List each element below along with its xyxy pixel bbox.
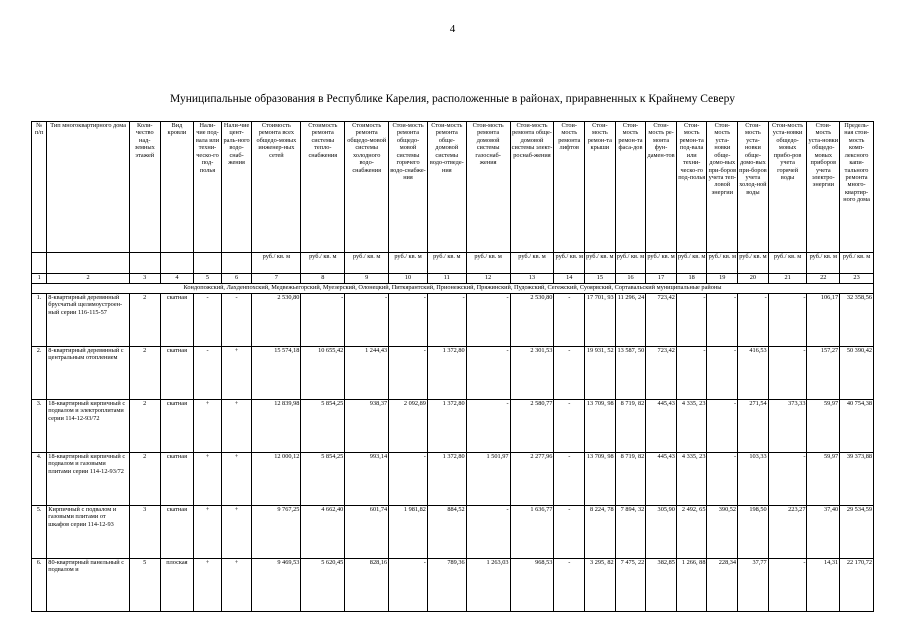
table-cell: 18-квартирный кирпичный с подвалом и газовыми плитами серии 114-12-93/72 <box>47 453 130 506</box>
table-cell: 2 530,80 <box>510 294 554 347</box>
unit-cell: руб./ кв. м <box>554 253 585 274</box>
table-cell: 2 492, 65 <box>676 506 707 559</box>
column-number: 7 <box>252 274 301 284</box>
column-header: Стои-мость ремон-та под-вала или техни-ческо-го под-полья <box>676 122 707 253</box>
table-cell: 18-квартирный кирпичный с подвалом и электроплитами серии 114-12-93/72 <box>47 400 130 453</box>
table-cell: 15 574,18 <box>252 347 301 400</box>
table-cell: - <box>554 559 585 612</box>
table-cell: 157,27 <box>807 347 840 400</box>
table-cell: 5 <box>129 559 160 612</box>
table-cell: 789,36 <box>427 559 466 612</box>
page-title: Муниципальные образования в Республике Карелия, расположенные в районах, приравненных к Крайнему Северу <box>170 93 735 105</box>
table-cell: 3 <box>129 506 160 559</box>
table-cell: - <box>554 347 585 400</box>
unit-cell: руб./ кв. м <box>738 253 769 274</box>
table-cell: 32 358,56 <box>840 294 874 347</box>
column-number: 14 <box>554 274 585 284</box>
table-cell: 17 701, 93 <box>585 294 616 347</box>
table-cell: 10 655,42 <box>301 347 345 400</box>
column-header: Стоимость ремонта общедо-мовой системы холодного водо-снабжения <box>345 122 389 253</box>
table-cell: 2 092,89 <box>389 400 428 453</box>
table-cell: 445,43 <box>646 453 677 506</box>
page-number: 4 <box>449 23 456 35</box>
table-cell: 2 <box>129 400 160 453</box>
table-cell: - <box>738 294 769 347</box>
table-cell: 39 373,88 <box>840 453 874 506</box>
table-cell: - <box>676 347 707 400</box>
column-header: Стои-мость ре-монта фун-дамен-тов <box>646 122 677 253</box>
table-cell: скатная <box>160 453 194 506</box>
table-cell: 1 266, 88 <box>676 559 707 612</box>
table-cell: 13 709, 98 <box>585 453 616 506</box>
column-header: Стои-мость ремон-та крыши <box>585 122 616 253</box>
table-cell: - <box>707 347 738 400</box>
table-cell: + <box>221 400 252 453</box>
column-number: 9 <box>345 274 389 284</box>
table-row <box>32 347 874 400</box>
table-cell: 9 767,25 <box>252 506 301 559</box>
table-cell: 22 170,72 <box>840 559 874 612</box>
table-cell: 12 839,98 <box>252 400 301 453</box>
table-cell: 938,37 <box>345 400 389 453</box>
table-row <box>32 559 874 612</box>
table-cell: Кирпичный с подвалом и газовыми плитами от шкафов серии 114-12-93 <box>47 506 130 559</box>
unit-cell <box>32 253 47 274</box>
table-cell: - <box>194 294 222 347</box>
column-header: Стои-мость ремон-та фаса-дов <box>615 122 646 253</box>
table-cell: 2. <box>32 347 47 400</box>
table-cell: 1 636,77 <box>510 506 554 559</box>
cost-table <box>31 121 874 612</box>
table-cell: - <box>427 294 466 347</box>
table-cell: 5 854,25 <box>301 453 345 506</box>
table-cell: 5. <box>32 506 47 559</box>
column-number: 12 <box>466 274 510 284</box>
table-cell: + <box>194 453 222 506</box>
unit-cell: руб./ кв. м <box>389 253 428 274</box>
unit-cell: руб./ кв. м <box>252 253 301 274</box>
table-cell: - <box>221 294 252 347</box>
table-cell: - <box>466 506 510 559</box>
column-header: Вид кровли <box>160 122 194 253</box>
column-number: 1 <box>32 274 47 284</box>
table-cell: 37,40 <box>807 506 840 559</box>
region-row <box>32 284 874 294</box>
table-cell: 1 244,43 <box>345 347 389 400</box>
table-cell: - <box>466 347 510 400</box>
column-header: Стои-мость уста-новки общедо-мовых приборов учета электро-энергии <box>807 122 840 253</box>
unit-cell: руб./ кв. м <box>301 253 345 274</box>
column-header: Стои-мость ремонта лифтов <box>554 122 585 253</box>
table-cell: - <box>466 400 510 453</box>
table-cell: 198,50 <box>738 506 769 559</box>
column-number: 15 <box>585 274 616 284</box>
table-cell: - <box>389 453 428 506</box>
table-row <box>32 453 874 506</box>
table-cell: - <box>768 559 807 612</box>
unit-cell: руб./ кв. м <box>585 253 616 274</box>
table-cell: 8 719, 82 <box>615 453 646 506</box>
table-cell: 2 580,77 <box>510 400 554 453</box>
unit-cell: руб./ кв. м <box>707 253 738 274</box>
table-cell: 13 587, 50 <box>615 347 646 400</box>
table-cell: 37,77 <box>738 559 769 612</box>
column-header: Нали-чие цент-раль-ного водо-снаб-жения <box>221 122 252 253</box>
table-cell: 1 372,80 <box>427 453 466 506</box>
table-cell: 390,52 <box>707 506 738 559</box>
table-cell: - <box>676 294 707 347</box>
region-label: Кондопожский, Лахденпохский, Медвежьегорский, Муезерский, Олонецкий, Питкярантский, Прионежский, Пряжинский, Пудожский, Сегежский, Суоярвский, Сортавальский муниципальные районы <box>32 284 874 294</box>
column-number: 11 <box>427 274 466 284</box>
table-cell: + <box>194 506 222 559</box>
table-cell: 7 894, 32 <box>615 506 646 559</box>
table-cell: 103,33 <box>738 453 769 506</box>
table-cell: 223,27 <box>768 506 807 559</box>
column-header: Тип многоквартирного дома <box>47 122 130 253</box>
column-header: Коли-чество над-земных этажей <box>129 122 160 253</box>
column-number: 8 <box>301 274 345 284</box>
table-cell: - <box>389 559 428 612</box>
header-row <box>32 122 874 253</box>
column-number: 4 <box>160 274 194 284</box>
column-header: № п/п <box>32 122 47 253</box>
column-number: 18 <box>676 274 707 284</box>
table-cell: + <box>221 506 252 559</box>
unit-cell: руб./ кв. м <box>807 253 840 274</box>
column-number: 6 <box>221 274 252 284</box>
column-header: Нали-чие под-вала или техни-ческо-го под-полья <box>194 122 222 253</box>
column-header: Стои-мость уста-новки обще-домо-вых при-боров учета холод-ной воды <box>738 122 769 253</box>
table-cell: - <box>707 453 738 506</box>
table-cell: + <box>221 559 252 612</box>
column-number: 3 <box>129 274 160 284</box>
table-cell: 993,14 <box>345 453 389 506</box>
table-cell: 2 530,80 <box>252 294 301 347</box>
table-cell: - <box>554 294 585 347</box>
table-cell: 601,74 <box>345 506 389 559</box>
table-cell: - <box>345 294 389 347</box>
table-cell: - <box>194 347 222 400</box>
table-cell: 7 475, 22 <box>615 559 646 612</box>
table-cell: 2 <box>129 294 160 347</box>
column-number: 19 <box>707 274 738 284</box>
table-cell: - <box>301 294 345 347</box>
column-number: 2 <box>47 274 130 284</box>
table-cell: 19 931, 52 <box>585 347 616 400</box>
table-cell: 4 335, 23 <box>676 400 707 453</box>
table-cell: 8-квартирный деревянный с центральным отоплением <box>47 347 130 400</box>
table-cell: + <box>194 559 222 612</box>
table-cell: 723,42 <box>646 294 677 347</box>
column-number: 10 <box>389 274 428 284</box>
table-cell: 14,31 <box>807 559 840 612</box>
table-cell: 382,85 <box>646 559 677 612</box>
table-cell: плоская <box>160 559 194 612</box>
table-cell: скатная <box>160 347 194 400</box>
column-number: 17 <box>646 274 677 284</box>
unit-cell: руб./ кв. м <box>345 253 389 274</box>
table-cell: 445,43 <box>646 400 677 453</box>
table-cell: 13 709, 98 <box>585 400 616 453</box>
table-cell: - <box>554 400 585 453</box>
table-cell: 106,17 <box>807 294 840 347</box>
table-cell: 4 662,40 <box>301 506 345 559</box>
column-header: Стои-мость ремонта общедо-мовой системы горячего водо-снабже-ния <box>389 122 428 253</box>
unit-cell <box>160 253 194 274</box>
column-number: 22 <box>807 274 840 284</box>
table-cell: 11 296, 24 <box>615 294 646 347</box>
table-cell: 6. <box>32 559 47 612</box>
table-cell: скатная <box>160 294 194 347</box>
table-cell: 1 501,97 <box>466 453 510 506</box>
table-cell: + <box>221 347 252 400</box>
table-cell: 8 719, 82 <box>615 400 646 453</box>
column-header: Стои-мость уста-новки общедо-мовых прибо-ров учета горячей воды <box>768 122 807 253</box>
table-cell: 228,34 <box>707 559 738 612</box>
table-cell: - <box>707 294 738 347</box>
table-row <box>32 506 874 559</box>
table-cell: - <box>389 347 428 400</box>
column-number: 13 <box>510 274 554 284</box>
table-cell: - <box>768 453 807 506</box>
table-cell: 5 854,25 <box>301 400 345 453</box>
units-row <box>32 253 874 274</box>
table-row <box>32 294 874 347</box>
table-cell: скатная <box>160 400 194 453</box>
table-cell: 2 301,53 <box>510 347 554 400</box>
column-header: Стои-мость ремонта обще-домовой системы водо-отведе-ния <box>427 122 466 253</box>
table-cell: 1 263,03 <box>466 559 510 612</box>
table-cell: 416,53 <box>738 347 769 400</box>
table-cell: 1 981,82 <box>389 506 428 559</box>
column-header: Стоимость ремонта системы тепло-снабжения <box>301 122 345 253</box>
column-header: Стои-мость ремонта обще-домовой системы элект-роснаб-жения <box>510 122 554 253</box>
unit-cell: руб./ кв. м <box>646 253 677 274</box>
column-number: 21 <box>768 274 807 284</box>
unit-cell <box>47 253 130 274</box>
column-header: Предель-ная стои-мость комп-лексного капи-тального ремонта много-квартир-ного дома <box>840 122 874 253</box>
table-cell: - <box>707 400 738 453</box>
table-cell: скатная <box>160 506 194 559</box>
column-header: Стоимость ремонта всех общедо-мовых инженер-ных сетей <box>252 122 301 253</box>
table-cell: 4 335, 23 <box>676 453 707 506</box>
column-number: 23 <box>840 274 874 284</box>
column-header: Стои-мость ремонта домовой системы газоснаб-жения <box>466 122 510 253</box>
unit-cell: руб./ кв. м <box>466 253 510 274</box>
table-cell: 40 754,38 <box>840 400 874 453</box>
table-cell: 2 <box>129 453 160 506</box>
table-cell: 8-квартирный деревянный брусчатый щелямоустроен-ный серии 116-115-57 <box>47 294 130 347</box>
unit-cell <box>194 253 222 274</box>
table-cell: 9 469,53 <box>252 559 301 612</box>
column-header: Стои-мость уста-новки обще-домо-вых при-боров учета теп-ловой энергии <box>707 122 738 253</box>
table-cell: 50 390,42 <box>840 347 874 400</box>
table-cell: - <box>768 294 807 347</box>
table-cell: 3 295, 82 <box>585 559 616 612</box>
unit-cell: руб./ кв. м <box>676 253 707 274</box>
unit-cell: руб./ кв. м <box>840 253 874 274</box>
column-numbers-row <box>32 274 874 284</box>
table-cell: - <box>768 347 807 400</box>
table-cell: 723,42 <box>646 347 677 400</box>
table-cell: 2 277,96 <box>510 453 554 506</box>
table-cell: 1 372,80 <box>427 400 466 453</box>
table-cell: 80-квартирный панельный с подвалом и <box>47 559 130 612</box>
unit-cell <box>129 253 160 274</box>
table-cell: 1. <box>32 294 47 347</box>
table-cell: 29 534,59 <box>840 506 874 559</box>
unit-cell: руб./ кв. м <box>768 253 807 274</box>
unit-cell: руб./ кв. м <box>615 253 646 274</box>
table-cell: - <box>554 453 585 506</box>
table-row <box>32 400 874 453</box>
table-cell: 828,16 <box>345 559 389 612</box>
table-cell: 12 000,12 <box>252 453 301 506</box>
table-cell: - <box>466 294 510 347</box>
table-cell: 2 <box>129 347 160 400</box>
table-cell: 1 372,80 <box>427 347 466 400</box>
table-cell: 373,33 <box>768 400 807 453</box>
table-cell: + <box>194 400 222 453</box>
table-cell: 59,97 <box>807 400 840 453</box>
table-cell: 3. <box>32 400 47 453</box>
table-cell: 5 620,45 <box>301 559 345 612</box>
table-cell: 59,97 <box>807 453 840 506</box>
column-number: 16 <box>615 274 646 284</box>
table-cell: 305,90 <box>646 506 677 559</box>
column-number: 20 <box>738 274 769 284</box>
table-cell: - <box>554 506 585 559</box>
table-cell: 968,53 <box>510 559 554 612</box>
table-cell: 8 224, 78 <box>585 506 616 559</box>
unit-cell <box>221 253 252 274</box>
table-cell: 271,54 <box>738 400 769 453</box>
unit-cell: руб./ кв. м <box>427 253 466 274</box>
table-cell: 884,52 <box>427 506 466 559</box>
column-number: 5 <box>194 274 222 284</box>
table-cell: + <box>221 453 252 506</box>
unit-cell: руб./ кв. м <box>510 253 554 274</box>
table-cell: 4. <box>32 453 47 506</box>
table-cell: - <box>389 294 428 347</box>
